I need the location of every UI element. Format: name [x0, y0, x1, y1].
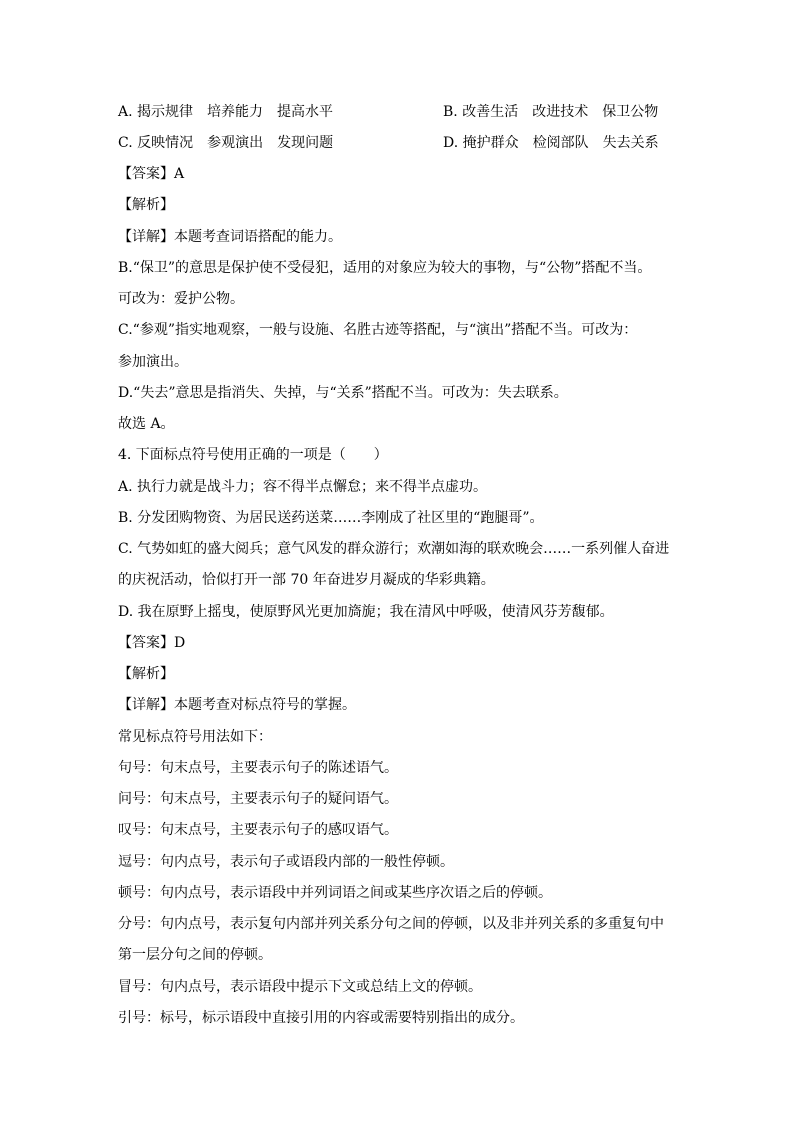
q4-usage-question-mark: 问号：句末点号，主要表示句子的疑问语气。 [118, 791, 398, 807]
q4-question: 4. 下面标点符号使用正确的一项是（ ） [118, 447, 388, 463]
q3-analysis-heading: 【解析】 [118, 197, 174, 213]
q4-option-c-cont: 的庆祝活动，恰似打开一部 70 年奋进岁月凝成的华彩典籍。 [118, 572, 495, 588]
q3-c-explanation-cont: 参加演出。 [118, 354, 188, 370]
q3-answer: 【答案】A [118, 166, 185, 182]
q3-c-explanation: C.“参观”指实地观察，一般与设施、名胜古迹等搭配，与“演出”搭配不当。可改为： [118, 322, 638, 338]
q4-usage-intro: 常见标点符号用法如下： [118, 729, 272, 745]
q4-usage-enum-comma: 顿号：句内点号，表示语段中并列词语之间或某些序次语之后的停顿。 [118, 885, 552, 901]
q4-usage-semicolon-cont: 第一层分句之间的停顿。 [118, 947, 272, 963]
q4-answer: 【答案】D [118, 635, 186, 651]
q4-usage-period: 句号：句末点号，主要表示句子的陈述语气。 [118, 760, 398, 776]
q3-d-explanation: D.“失去”意思是指消失、失掉，与“关系”搭配不当。可改为：失去联系。 [118, 385, 568, 401]
q3-option-b: B. 改善生活 改进技术 保卫公物 [443, 104, 659, 120]
q4-analysis-heading: 【解析】 [118, 666, 174, 682]
q3-detail: 【详解】本题考查词语搭配的能力。 [118, 229, 342, 245]
q3-b-explanation-cont: 可改为：爱护公物。 [118, 291, 244, 307]
q4-option-d: D. 我在原野上摇曳，使原野风光更加旖旎；我在清风中呼吸，使清风芬芳馥郁。 [118, 604, 614, 620]
q4-option-c: C. 气势如虹的盛大阅兵；意气风发的群众游行；欢潮如海的联欢晚会……一系列催人奋进 [118, 541, 670, 557]
q4-usage-quote: 引号：标号，标示语段中直接引用的内容或需要特别指出的成分。 [118, 1010, 524, 1026]
q4-option-b: B. 分发团购物资、为居民送药送菜……李刚成了社区里的“跑腿哥”。 [118, 510, 544, 526]
q4-usage-semicolon: 分号：句内点号，表示复句内部并列关系分句之间的停顿，以及非并列关系的多重复句中 [118, 916, 664, 932]
q3-option-d: D. 掩护群众 检阅部队 失去关系 [443, 135, 659, 151]
q4-option-a: A. 执行力就是战斗力；容不得半点懈怠；来不得半点虚功。 [118, 479, 488, 495]
q3-option-c: C. 反映情况 参观演出 发现问题 [118, 135, 334, 151]
q4-usage-colon: 冒号：句内点号，表示语段中提示下文或总结上文的停顿。 [118, 979, 482, 995]
q4-usage-comma: 逗号：句内点号，表示句子或语段内部的一般性停顿。 [118, 854, 454, 870]
q3-b-explanation: B.“保卫”的意思是保护使不受侵犯，适用的对象应为较大的事物，与“公物”搭配不当。 [118, 260, 652, 276]
q4-usage-exclamation: 叹号：句末点号，主要表示句子的感叹语气。 [118, 822, 398, 838]
q3-option-a: A. 揭示规律 培养能力 提高水平 [118, 104, 334, 120]
q4-detail: 【详解】本题考查对标点符号的掌握。 [118, 697, 356, 713]
q3-choose: 故选 A。 [118, 416, 175, 432]
